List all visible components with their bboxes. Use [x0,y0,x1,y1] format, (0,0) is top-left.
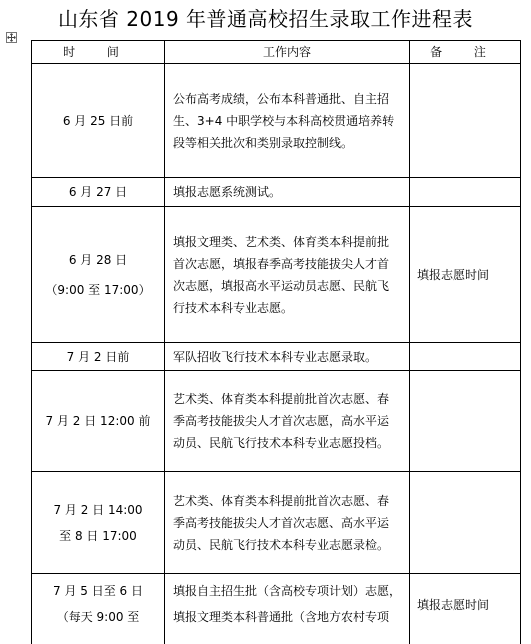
note-cell [410,178,521,207]
schedule-table [31,40,521,644]
table-row [32,64,521,178]
header-row [32,41,521,64]
page-title: 山东省 2019 年普通高校招生录取工作进程表 [57,7,474,31]
note-cell [410,64,521,178]
time-cell: 7 月 2 日前 [32,343,165,371]
time-cell: 6 月 27 日 [32,178,165,207]
content-cell: 填报文理类、艺术类、体育类本科提前批 首次志愿，填报春季高考技能拔尖人才首 次志愿，填报高水平运动员志愿、民航飞 行技术本科专业志愿。 [165,207,410,343]
table-move-handle-icon[interactable] [6,32,17,43]
header-content: 工作内容 [165,41,410,64]
time-cell: 7 月 2 日 14:00 至 8 日 17:00 [32,472,165,574]
content-cell: 军队招收飞行技术本科专业志愿录取。 [165,343,410,371]
content-cell: 公布高考成绩，公布本科普通批、自主招 生、3+4 中职学校与本科高校贯通培养转 段等相关批次和类别录取控制线。 [165,64,410,178]
note-cell [410,371,521,472]
table-row [32,371,521,472]
content-cell: 艺术类、体育类本科提前批首次志愿、春 季高考技能拔尖人才首次志愿、高水平运 动员、民航飞行技术本科专业志愿录检。 [165,472,410,574]
header-time: 时 间 [32,41,165,64]
time-cell: 6 月 25 日前 [32,64,165,178]
content-cell: 艺术类、体育类本科提前批首次志愿、春 季高考技能拔尖人才首次志愿，高水平运 动员、民航飞行技术本科专业志愿投档。 [165,371,410,472]
content-cell: 填报志愿系统测试。 [165,178,410,207]
table-row [32,343,521,371]
note-cell [410,343,521,371]
table-row [32,472,521,574]
table-row [32,178,521,207]
note-cell: 填报志愿时间 [410,574,521,644]
header-note: 备 注 [410,41,521,64]
content-cell: 填报自主招生批（含高校专项计划）志愿， 填报文理类本科普通批（含地方农村专项 [165,574,410,644]
note-cell: 填报志愿时间 [410,207,521,343]
table-row [32,207,521,343]
note-cell [410,472,521,574]
time-cell: 6 月 28 日 （9:00 至 17:00） [32,207,165,343]
table-row [32,574,521,644]
time-cell: 7 月 5 日至 6 日 （每天 9:00 至 [32,574,165,644]
time-cell: 7 月 2 日 12:00 前 [32,371,165,472]
